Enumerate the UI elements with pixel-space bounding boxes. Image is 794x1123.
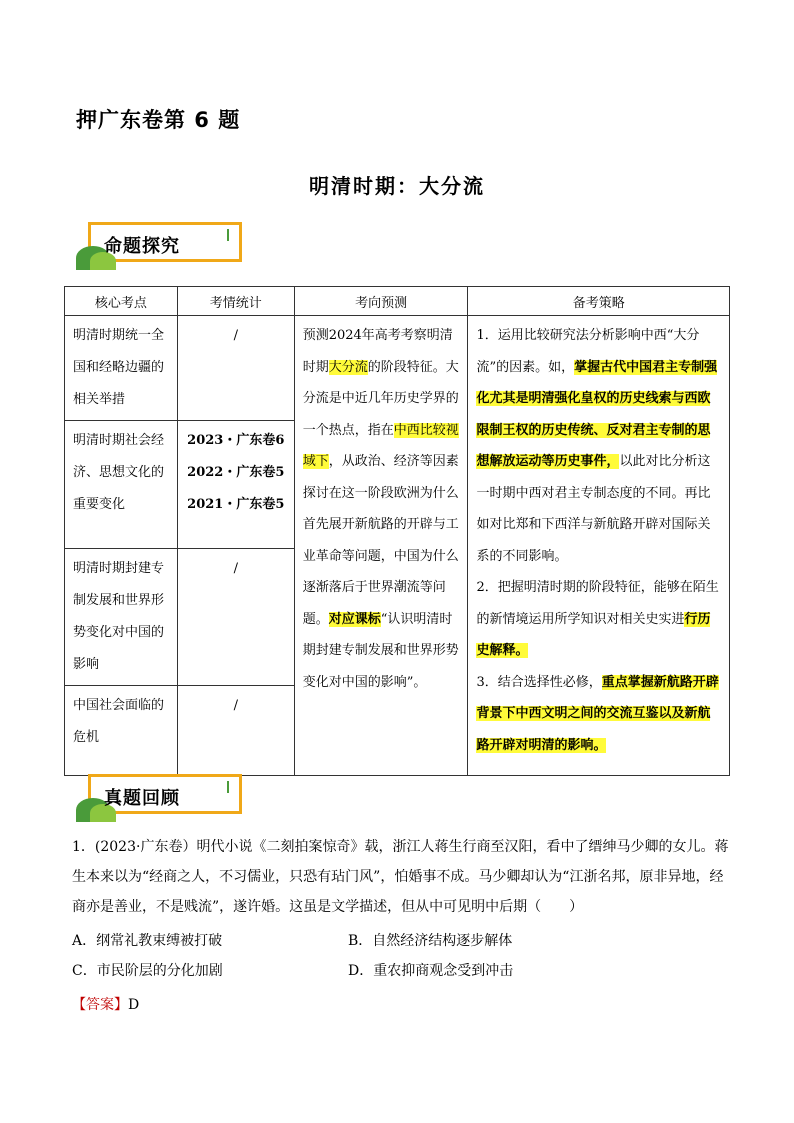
core-point: 明清时期社会经济、思想文化的重要变化 — [73, 433, 165, 512]
strategy-highlight: 掌握古代中国君主专制强化尤其是明清强化皇权的历史线索与西欧限制王权的历史传统、反对君主专制的思想解放运动等历史事件， — [476, 359, 718, 469]
option-c: C．市民阶层的分化加剧 — [72, 963, 223, 979]
exam-stats: / — [233, 698, 238, 713]
forecast-highlight: 大分流 — [328, 359, 368, 375]
core-point: 中国社会面临的危机 — [73, 698, 165, 745]
option-a: A．纲常礼教束缚被打破 — [72, 933, 223, 949]
answer-label: 【答案】 — [72, 997, 128, 1013]
section-title-review: 真题回顾 — [104, 788, 180, 809]
table-row — [65, 316, 730, 421]
table-header-row — [65, 287, 730, 316]
strategy-text: 以此对比分析这一时期中西对君主专制态度的不同。再比如对比郑和下西洋与新航路开辟对国际关系的不同影响。 — [476, 454, 711, 564]
forecast-text: “认识明清时期封建专制发展和世界形势变化对中国的影响”。 — [302, 611, 459, 690]
exam-analysis-table — [64, 286, 730, 776]
exam-stats: / — [233, 328, 238, 343]
forecast-text: ，从政治、经济等因素探讨在这一阶段欧洲为什么首先展开新航路的开辟与工业革命等问题，中国为什么逐渐落后于世界潮流等问题。 — [302, 454, 459, 627]
option-d: D．重农抑商观念受到冲击 — [348, 963, 514, 979]
exam-stats-line: 2023・广东卷6 — [187, 433, 285, 448]
forecast-highlight: 对应课标 — [328, 611, 381, 627]
options-row — [72, 956, 732, 986]
strategy-highlight: 行历史解释。 — [476, 611, 711, 658]
answer-value: D — [128, 997, 140, 1013]
forecast-text: 预测2024年高考考察明清时期 — [302, 328, 453, 375]
table-header: 考情统计 — [177, 287, 294, 316]
option-b: B．自然经济结构逐步解体 — [348, 933, 513, 949]
exam-stats-line: 2022・广东卷5 — [187, 465, 285, 480]
core-point: 明清时期统一全国和经略边疆的相关举措 — [73, 328, 165, 407]
section-banner-explore — [76, 218, 246, 270]
strategy-text: 3．结合选择性必修， — [476, 674, 602, 690]
page-subtitle: 明清时期：大分流 — [309, 174, 485, 198]
table-header: 核心考点 — [65, 287, 178, 316]
core-point: 明清时期封建专制发展和世界形势变化对中国的影响 — [73, 561, 165, 672]
answer-line — [72, 990, 139, 1020]
exam-stats: / — [233, 561, 238, 576]
banner-tick-icon — [227, 229, 229, 241]
section-banner-review — [76, 770, 246, 822]
strategy-text: 1．运用比较研究法分析影响中西“大分流”的因素。如， — [476, 328, 700, 375]
options-row — [72, 926, 732, 956]
strategy-text: 2．把握明清时期的阶段特征，能够在陌生的新情境运用所学知识对相关史实进 — [476, 580, 719, 627]
question-stem: 1．(2023·广东卷）明代小说《二刻拍案惊奇》载，浙江人蒋生行商至汉阳，看中了缙绅马少卿的女儿。蒋生本来以为“经商之人，不习儒业，只恐有玷门风”，怕婚事不成。马少卿却认为“江浙名邦，原非异地，经商亦是善业，不是贱流”，遂许婚。这虽是文学描述，但从中可见明中后期（ ） — [72, 839, 729, 915]
forecast-text: 的阶段特征。大分流是中近几年历史学界的一个热点，指在 — [302, 359, 459, 438]
strategy-cell — [468, 316, 730, 776]
exam-stats-line: 2021・广东卷5 — [187, 497, 285, 512]
table-header: 考向预测 — [294, 287, 468, 316]
strategy-highlight: 重点掌握新航路开辟背景下中西文明之间的交流互鉴以及新航路开辟对明清的影响。 — [476, 674, 719, 753]
section-title-explore: 命题探究 — [104, 236, 180, 257]
table-header: 备考策略 — [468, 287, 730, 316]
forecast-cell — [294, 316, 468, 776]
banner-tick-icon — [227, 781, 229, 793]
forecast-highlight: 中西比较视域下 — [302, 422, 459, 469]
page-title: 押广东卷第 6 题 — [76, 108, 241, 132]
